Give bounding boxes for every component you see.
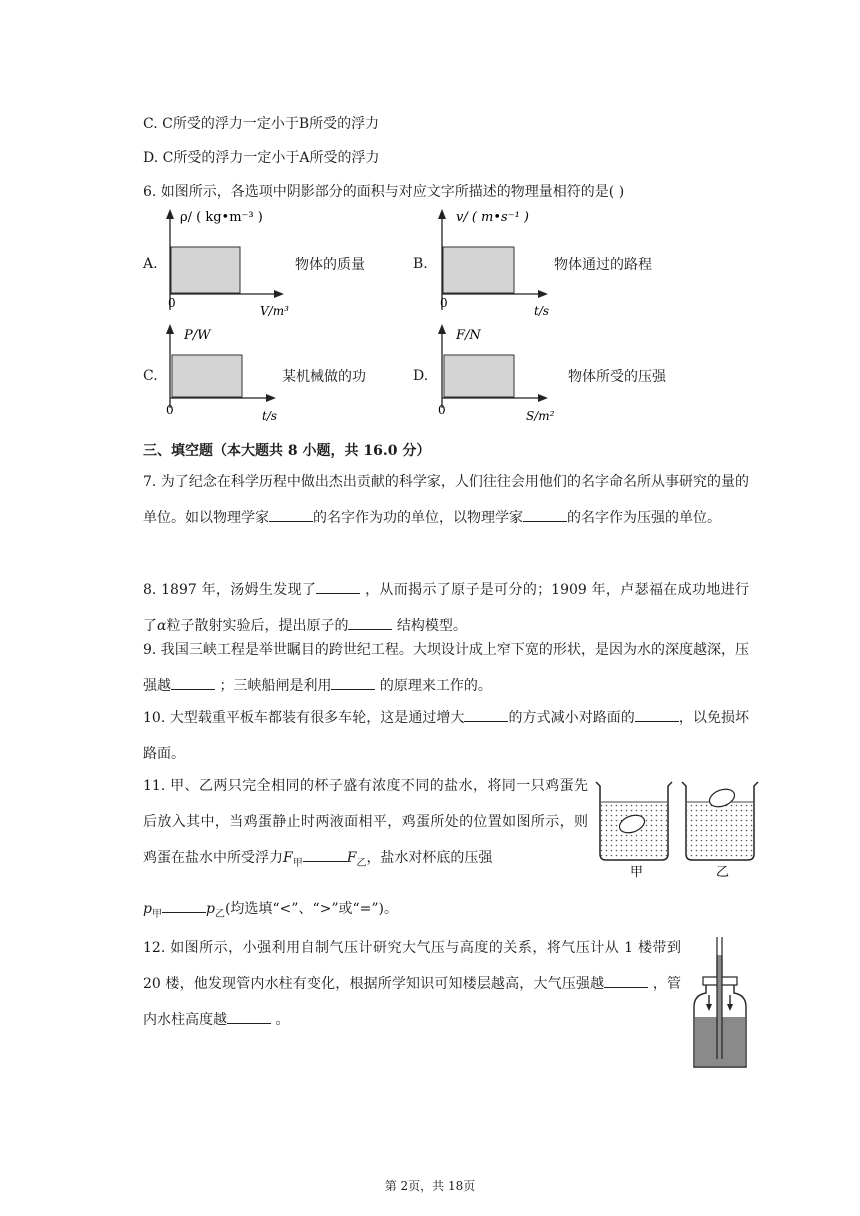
q6-option-d-letter: D. bbox=[413, 368, 429, 384]
q9-blank-2[interactable] bbox=[331, 675, 375, 690]
q11-blank-1[interactable] bbox=[303, 847, 347, 862]
q6-d-xlabel: S/m² bbox=[526, 409, 555, 423]
q6-option-a-letter: A. bbox=[143, 256, 158, 272]
q10-blank-1[interactable] bbox=[464, 707, 508, 722]
q12-blank-1[interactable] bbox=[604, 973, 648, 988]
question-6-stem: 6. 如图所示，各选项中阴影部分的面积与对应文字所描述的物理量相符的是( ) bbox=[143, 184, 625, 200]
q6-c-xlabel: t/s bbox=[262, 409, 278, 423]
q6-option-d-text: 物体所受的压强 bbox=[568, 369, 666, 385]
question-8: 8. 1897 年，汤姆生发现了 ，从而揭示了原子是可分的；1909 年，卢瑟福在成功地进行了α粒子散射实验后，提出原子的 结构模型。 bbox=[143, 572, 749, 644]
q11-blank-2[interactable] bbox=[162, 898, 206, 913]
beaker-jia bbox=[596, 782, 672, 860]
question-10: 10. 大型载重平板车都装有很多车轮，这是通过增大 的方式减小对路面的 ，以免损坏路面。 bbox=[143, 700, 749, 772]
q6-b-ylabel: v/ ( m•s⁻¹ ) bbox=[456, 210, 530, 225]
question-7: 7. 为了纪念在科学历程中做出杰出贡献的科学家，人们往往会用他们的名字命名所从事研究的量的单位。如以物理学家 的名字作为功的单位，以物理学家 的名字作为压强的单位。 bbox=[143, 474, 749, 526]
q6-option-b-letter: B. bbox=[413, 256, 428, 272]
q6-a-ylabel: ρ/ ( kg•m⁻³ ) bbox=[180, 210, 263, 225]
q6-a-xlabel: V/m³ bbox=[260, 304, 289, 318]
label-jia: 甲 bbox=[630, 865, 644, 879]
question-12: 12. 如图所示，小强利用自制气压计研究大气压与高度的关系，将气压计从 1 楼带到 20 楼，他发现管内水柱有变化，根据所学知识可知楼层越高，大气压强越 ，管内水柱高度越 。 bbox=[143, 940, 681, 1028]
q6-option-a-text: 物体的质量 bbox=[295, 257, 365, 273]
q6-b-xlabel: t/s bbox=[534, 304, 550, 318]
q11-beakers-figure bbox=[590, 774, 760, 879]
q6-option-c-letter: C. bbox=[143, 368, 158, 384]
label-yi: 乙 bbox=[716, 865, 730, 879]
question-9: 9. 我国三峡工程是举世瞩目的跨世纪工程。大坝设计成上窄下宽的形状，是因为水的深度越深，压强越 ；三峡船闸是利用 的原理来工作的。 bbox=[143, 642, 749, 694]
beaker-yi bbox=[682, 782, 758, 860]
q6-option-a-graph bbox=[160, 205, 300, 320]
q6-option-c-graph bbox=[160, 320, 300, 425]
q10-blank-2[interactable] bbox=[635, 707, 679, 722]
q6-option-b-text: 物体通过的路程 bbox=[554, 257, 652, 273]
q6-d-ylabel: F/N bbox=[456, 328, 481, 343]
q6-c-ylabel: P/W bbox=[184, 328, 211, 343]
q6-c-origin: 0 bbox=[166, 403, 174, 417]
q6-b-origin: 0 bbox=[440, 296, 448, 310]
page-footer: 第 2页，共 18页 bbox=[384, 1179, 476, 1193]
q8-blank-1[interactable] bbox=[316, 579, 360, 594]
q8-blank-2[interactable] bbox=[348, 615, 392, 630]
q7-blank-2[interactable] bbox=[523, 507, 567, 522]
q7-blank-1[interactable] bbox=[269, 507, 313, 522]
q6-option-b-graph bbox=[432, 205, 572, 320]
q6-option-d-graph bbox=[432, 320, 572, 425]
q6-option-c-text: 某机械做的功 bbox=[282, 369, 366, 385]
q12-barometer-figure bbox=[690, 935, 750, 1075]
section-3-heading: 三、填空题（本大题共 8 小题，共 16.0 分） bbox=[143, 443, 431, 459]
question-11: 11. 甲、乙两只完全相同的杯子盛有浓度不同的盐水，将同一只鸡蛋先后放入其中，当鸡蛋静止时两液面相平，鸡蛋所处的位置如图所示，则鸡蛋在盐水中所受浮力$F_甲$ $F_乙$，盐水对杯底的压强 bbox=[143, 778, 588, 869]
option-c-previous: C. C所受的浮力一定小于B所受的浮力 bbox=[143, 116, 380, 132]
q6-d-origin: 0 bbox=[438, 403, 446, 417]
q12-blank-2[interactable] bbox=[227, 1009, 271, 1024]
question-11-continued: $p_甲$ $p_乙$(均选填“<”、“>”或“=”)。 bbox=[143, 898, 398, 920]
q9-blank-1[interactable] bbox=[171, 675, 215, 690]
q6-a-origin: 0 bbox=[168, 296, 176, 310]
option-d-previous: D. C所受的浮力一定小于A所受的浮力 bbox=[143, 150, 380, 166]
